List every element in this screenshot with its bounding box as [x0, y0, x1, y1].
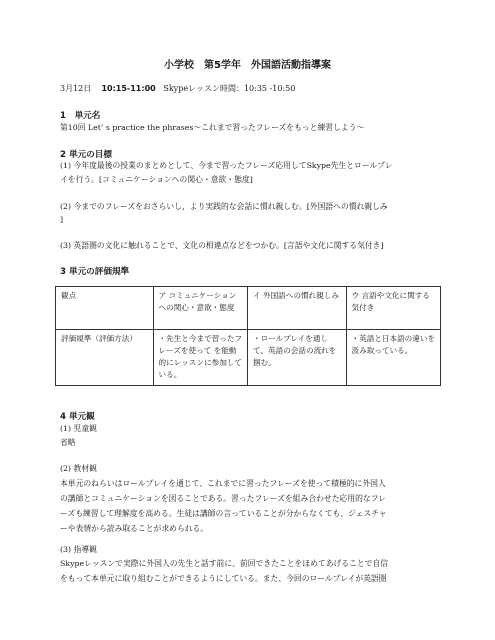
lesson-time: 10:15-11:00 — [101, 84, 156, 93]
document-title: 小学校 第5学年 外国語活動指導案 — [164, 60, 331, 71]
section-2-heading: 2 単元の目標 — [60, 150, 112, 160]
table-cell: ・英語と日本語の違いを汲み取っている。 — [346, 330, 440, 386]
date-line — [60, 83, 295, 94]
section-3-heading: 3 単元の評価規準 — [60, 267, 130, 277]
table-row — [56, 330, 441, 386]
table-cell: イ 外国語への慣れ親しみ — [247, 287, 346, 330]
material-view-heading: (2) 教材観 — [60, 464, 97, 473]
section-1-heading: 1 単元名 — [60, 111, 101, 121]
goal-3: (3) 英語圏の文化に触れることで、文化の相違点などをつかむ。[言語や文化に関する気付き] — [60, 241, 384, 250]
table-cell: ・先生と今まで習ったフレーズを使って を能動的にレッスンに参加している。 — [153, 330, 247, 386]
section-4-heading: 4 単元観 — [60, 412, 95, 422]
material-view-line-1: 本単元のねらいはロールプレイを通じて、これまでに習ったフレーズを使って積極的に外国人 — [60, 479, 386, 488]
teaching-view-line-2: をもって本単元に取り組むことができるようにしている。また、今回のロールプレイが英語圏 — [60, 574, 387, 583]
goal-1-line-1: (1) 今年度最後の授業のまとめとして、今まで習ったフレーズ応用してSkype先生とロールプレ — [60, 161, 393, 170]
table-cell: 評価規準（評価方法） — [56, 330, 154, 386]
table-cell: ア コミュニケーションへの関心・意欲・態度 — [153, 287, 247, 330]
teaching-view-heading: (3) 指導観 — [60, 545, 97, 554]
goal-2-line-2: ] — [60, 215, 64, 224]
teaching-view-line-1: Skypeレッスンで実際に外国人の先生と話す前に、前回できたことをほめてあげることで自信 — [60, 559, 389, 568]
goal-2-line-1: (2) 今までのフレーズをおさらいし，より実践的な会話に慣れ親しむ。[外国語への慣れ親しみ — [60, 202, 388, 211]
material-view-line-4: ーや表情から読み取ることが求められる。 — [60, 524, 209, 533]
goal-1-line-2: イを行う。[コミュニケーションへの関心・意欲・態度] — [60, 175, 253, 184]
table-cell: ・ロールプレイを通して、英語の会話の流れを掴む。 — [247, 330, 346, 386]
lesson-date: 3月12日 — [60, 84, 92, 93]
table-cell: 観点 — [56, 287, 154, 330]
table-cell: ウ 言語や文化に関する気付き — [346, 287, 440, 330]
child-view-heading: (1) 児童観 — [60, 424, 97, 433]
material-view-line-3: ーズも練習して理解度を高める。生徒は講師の言っていることが分からなくても、ジェスチャ — [60, 509, 387, 518]
child-view-text: 省略 — [60, 438, 76, 447]
unit-name-text: 第10回 Let’ s practice the phrases～これまで習ったフレーズをもっと練習しよう～ — [60, 123, 365, 132]
evaluation-criteria-table — [55, 286, 441, 386]
material-view-line-2: の講師とコミュニケーションを図ることである。習ったフレーズを組み合わせた応用的なフレ — [60, 494, 386, 503]
skype-time: Skypeレッスン時間：10:35 -10:50 — [163, 84, 296, 93]
table-header-row — [56, 287, 441, 330]
